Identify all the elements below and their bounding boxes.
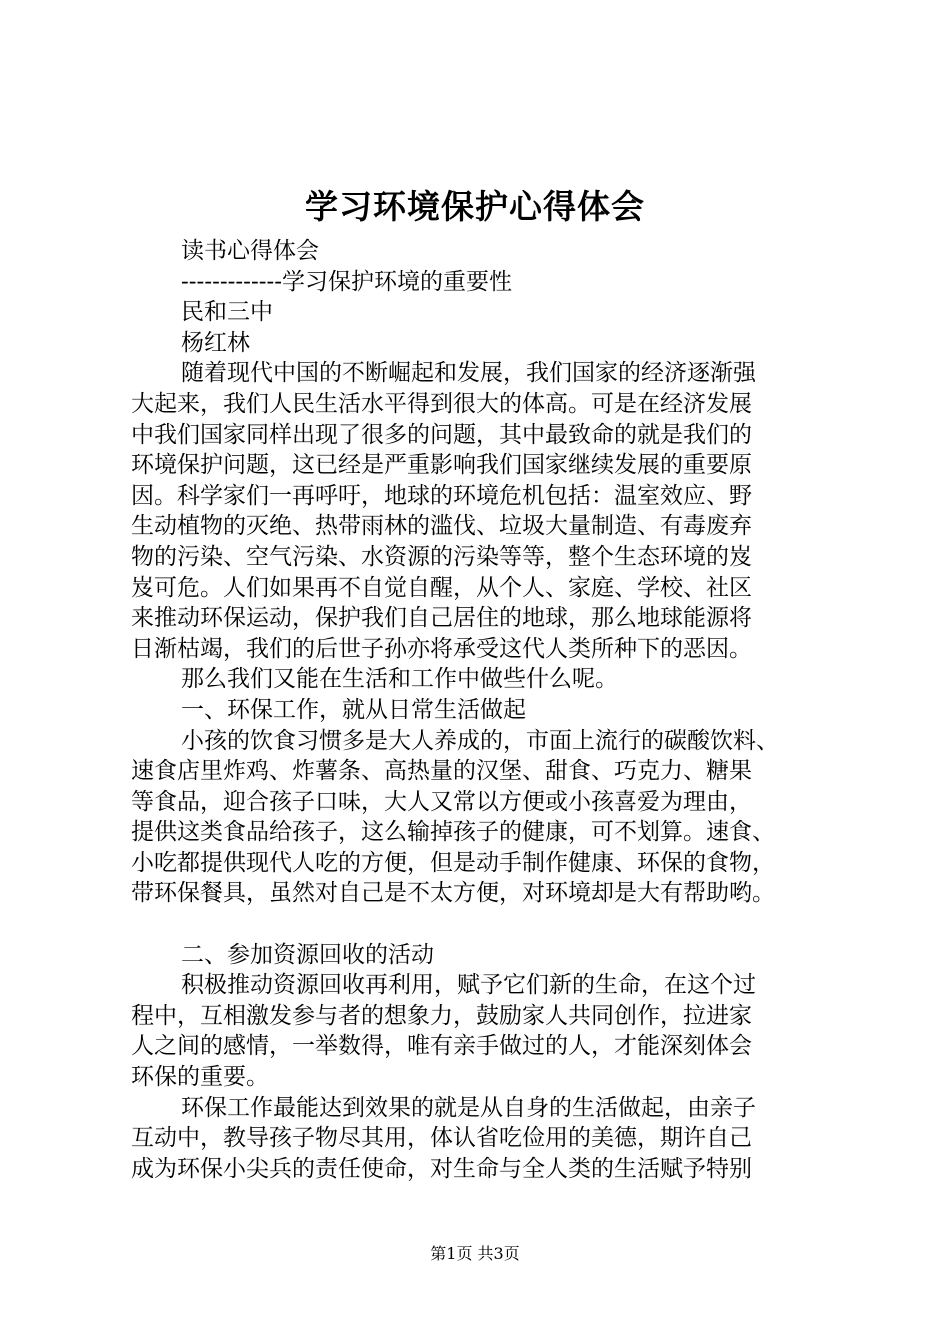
body-line: 日渐枯竭，我们的后世子孙亦将承受这代人类所种下的恶因。 [131, 635, 752, 662]
body-line [131, 909, 851, 940]
body-line: 环保的重要。 [131, 1064, 269, 1091]
body-line: 成为环保小尖兵的责任使命，对生命与全人类的生活赋予特别 [131, 1155, 752, 1182]
body-line: 中我们国家同样出现了很多的问题，其中最致命的就是我们的 [131, 421, 752, 448]
body-line: 岌可危。人们如果再不自觉自醒，从个人、家庭、学校、社区 [131, 574, 752, 601]
body-line: 民和三中 [181, 299, 273, 326]
page-number-footer: 第1页 共3页 [430, 1244, 520, 1263]
body-line: 随着现代中国的不断崛起和发展，我们国家的经济逐渐强 [181, 360, 756, 387]
document-body [131, 236, 851, 1184]
body-line: 物的污染、空气污染、水资源的污染等等，整个生态环境的岌 [131, 543, 752, 570]
body-line: 环保工作最能达到效果的就是从自身的生活做起，由亲子 [181, 1094, 756, 1121]
document-title: 学习环境保护心得体会 [305, 187, 645, 226]
body-line: 大起来，我们人民生活水平得到很大的体高。可是在经济发展 [131, 390, 752, 417]
body-line: 环境保护问题，这已经是严重影响我们国家继续发展的重要原 [131, 452, 752, 479]
body-line: 来推动环保运动，保护我们自己居住的地球，那么地球能源将 [131, 605, 752, 632]
body-line: 提供这类食品给孩子，这么输掉孩子的健康，可不划算。速食、 [131, 819, 775, 846]
body-line: 杨红林 [181, 329, 250, 356]
body-line: 积极推动资源回收再利用，赋予它们新的生命，在这个过 [181, 972, 756, 999]
body-line: 人之间的感情，一举数得，唯有亲手做过的人，才能深刻体会 [131, 1033, 752, 1060]
body-line: 生动植物的灭绝、热带雨林的滥伐、垃圾大量制造、有毒废弃 [131, 513, 752, 540]
body-line: 小孩的饮食习惯多是大人养成的，市面上流行的碳酸饮料、 [181, 727, 779, 754]
body-line: 一、环保工作，就从日常生活做起 [181, 696, 526, 723]
body-line: 程中，互相激发参与者的想象力，鼓励家人共同创作，拉进家 [131, 1002, 752, 1029]
body-line: 读书心得体会 [181, 238, 319, 264]
body-line: 带环保餐具，虽然对自己是不太方便，对环境却是大有帮助哟。 [131, 880, 775, 907]
body-line: 小吃都提供现代人吃的方便，但是动手制作健康、环保的食物， [131, 849, 775, 876]
body-line: 等食品，迎合孩子口味，大人又常以方便或小孩喜爱为理由， [131, 788, 752, 815]
body-line: 那么我们又能在生活和工作中做些什么呢。 [181, 666, 618, 693]
body-line: 因。科学家们一再呼吁，地球的环境危机包括：温室效应、野 [131, 482, 752, 509]
body-line: -------------学习保护环境的重要性 [181, 268, 513, 295]
body-line: 二、参加资源回收的活动 [181, 941, 434, 968]
body-line: 互动中，教导孩子物尽其用，体认省吃俭用的美德，期许自己 [131, 1125, 752, 1152]
body-line: 速食店里炸鸡、炸薯条、高热量的汉堡、甜食、巧克力、糖果 [131, 758, 752, 785]
